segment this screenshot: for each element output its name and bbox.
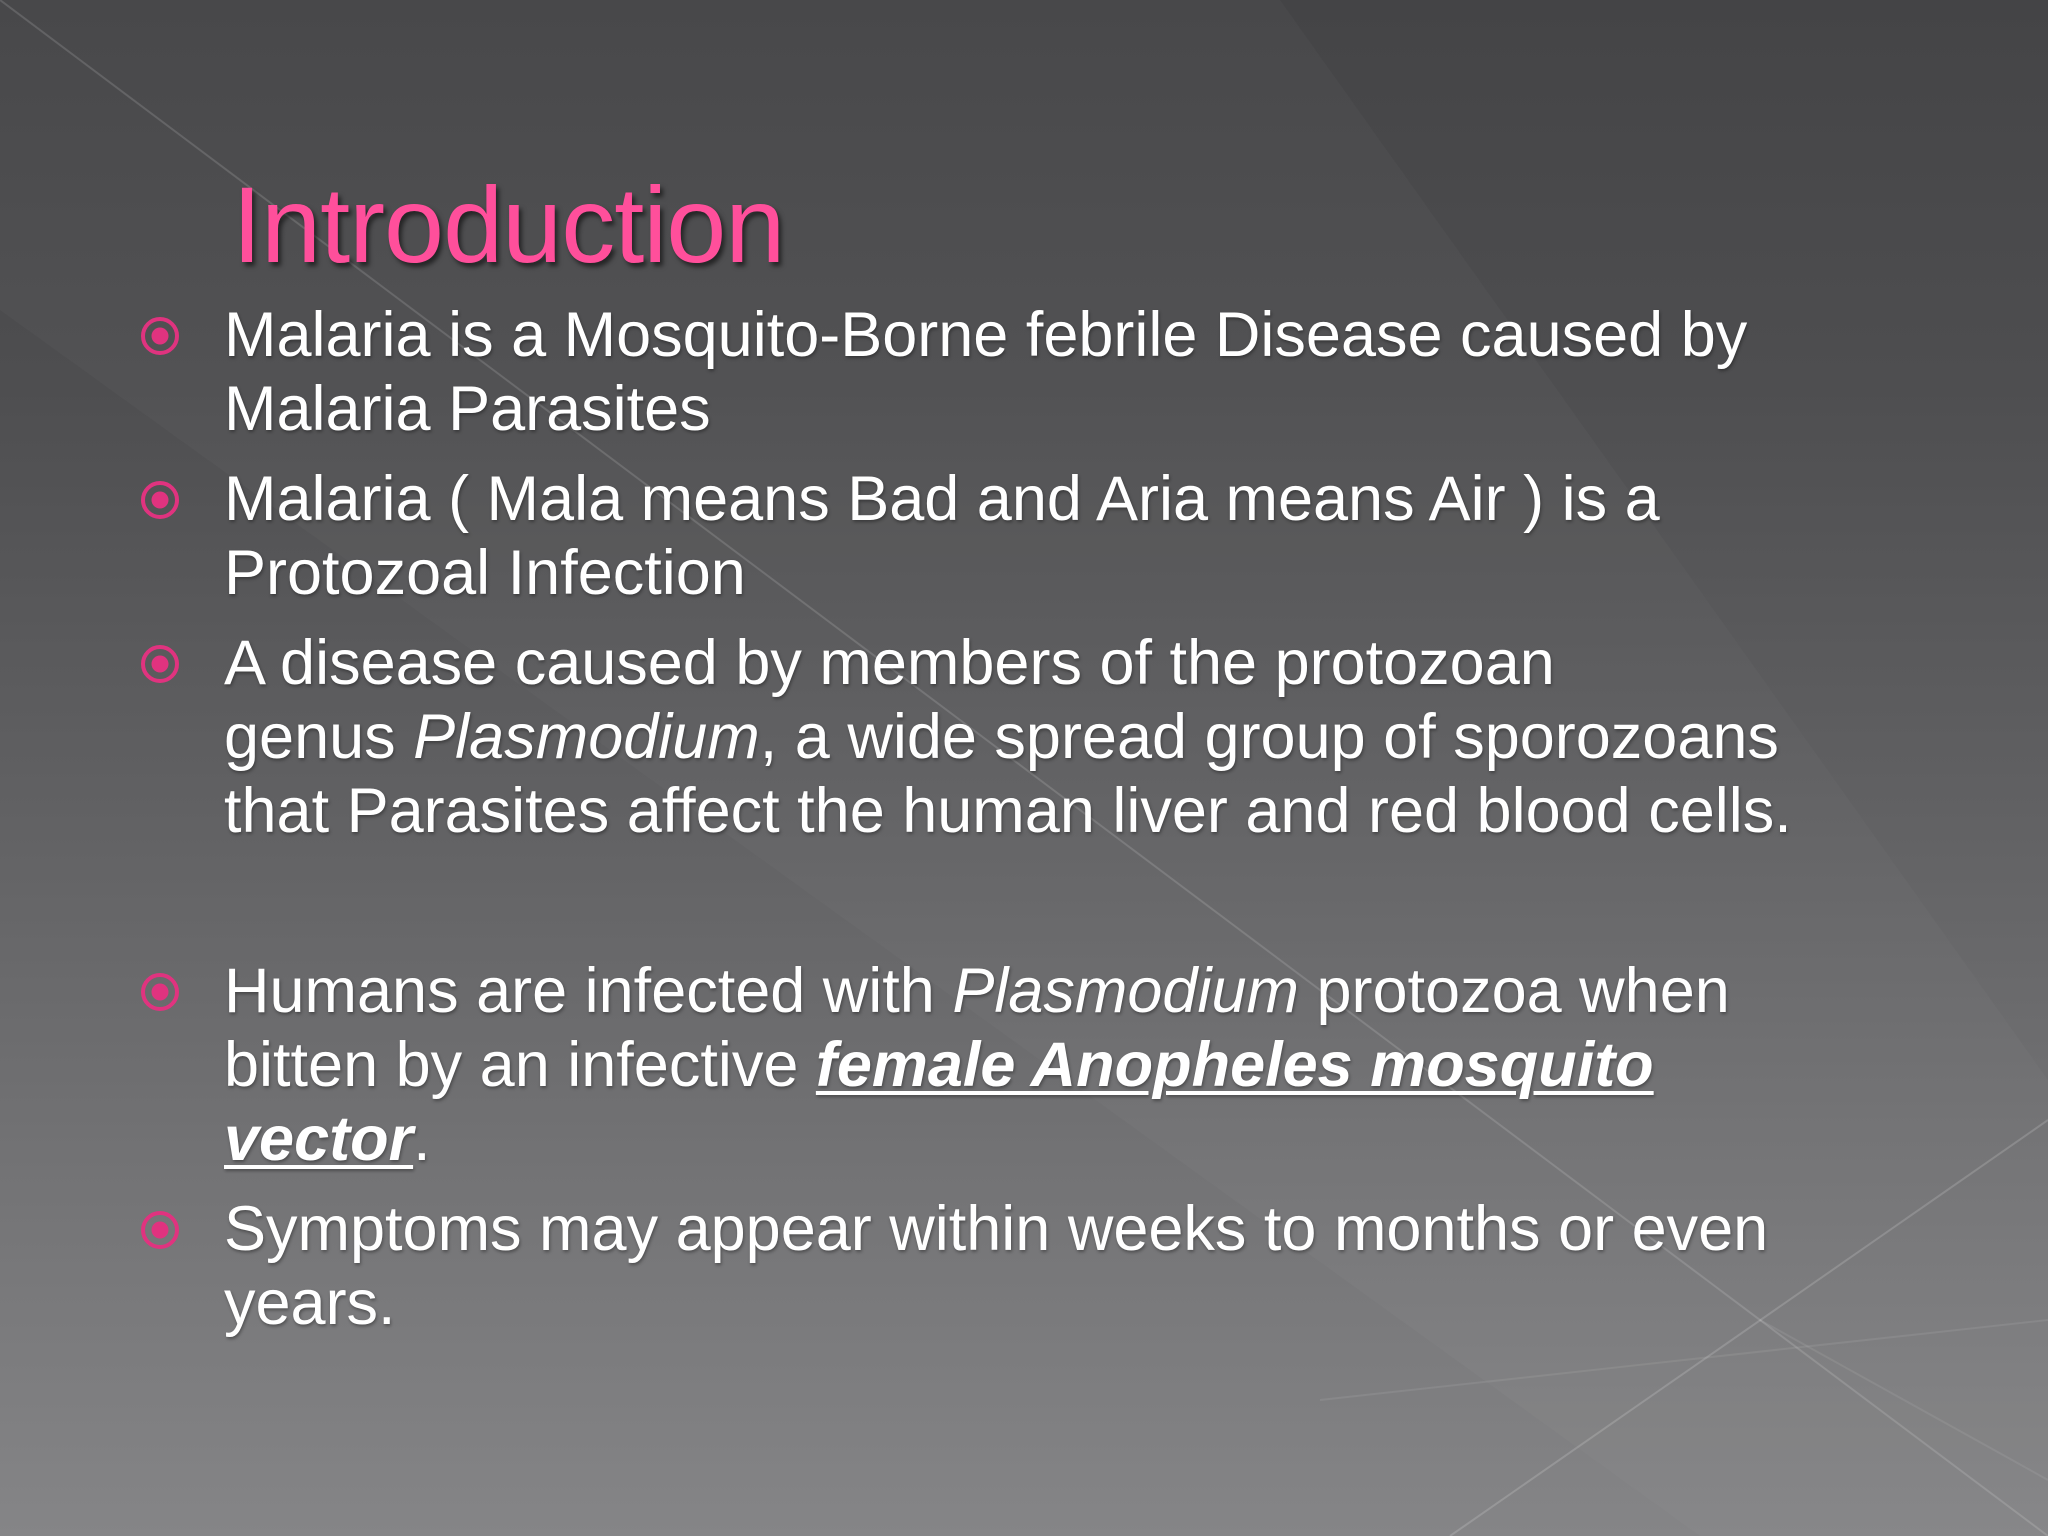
bullet-text	[224, 954, 2024, 1176]
text-run: protozoa when	[1298, 956, 1730, 1026]
radio-target-icon	[138, 642, 182, 686]
bullet-line: that Parasites affect the human liver and red blood cells.	[224, 776, 1792, 846]
italic-term: Plasmodium	[952, 956, 1299, 1026]
radio-target-icon	[138, 478, 182, 522]
bullet-line	[224, 954, 2024, 1028]
text-run: Humans are infected with	[224, 956, 953, 1026]
bullet-line	[224, 1102, 2024, 1176]
italic-term: Plasmodium	[413, 702, 760, 772]
bullet-text	[224, 626, 2024, 848]
text-run: .	[413, 1104, 431, 1174]
radio-target-icon	[138, 970, 182, 1014]
emphasized-term: vector	[224, 1104, 414, 1174]
bullet-line: Malaria Parasites	[224, 374, 711, 444]
text-run: bitten by an infective	[224, 1030, 816, 1100]
radio-target-icon	[138, 1208, 182, 1252]
bullet-line: years.	[224, 1268, 396, 1338]
bullet-line: A disease caused by members of the protozoan	[224, 628, 1555, 698]
emphasized-term: female Anopheles mosquito	[815, 1030, 1654, 1100]
bullet-text	[224, 462, 2024, 610]
bullet-text	[224, 1192, 2024, 1340]
text-run: genus	[224, 702, 414, 772]
text-run: , a wide spread group of sporozoans	[759, 702, 1779, 772]
slide-title: Introduction	[232, 164, 785, 285]
bullet-line: Malaria is a Mosquito-Borne febrile Disease caused by	[224, 300, 1748, 370]
bullet-line	[224, 700, 2024, 774]
radio-target-icon	[138, 314, 182, 358]
bullet-line: Protozoal Infection	[224, 538, 746, 608]
bullet-line: Malaria ( Mala means Bad and Aria means Air ) is a	[224, 464, 1660, 534]
bullet-line	[224, 1028, 2024, 1102]
bullet-text	[224, 298, 2024, 446]
bullet-line: Symptoms may appear within weeks to months or even	[224, 1194, 1769, 1264]
